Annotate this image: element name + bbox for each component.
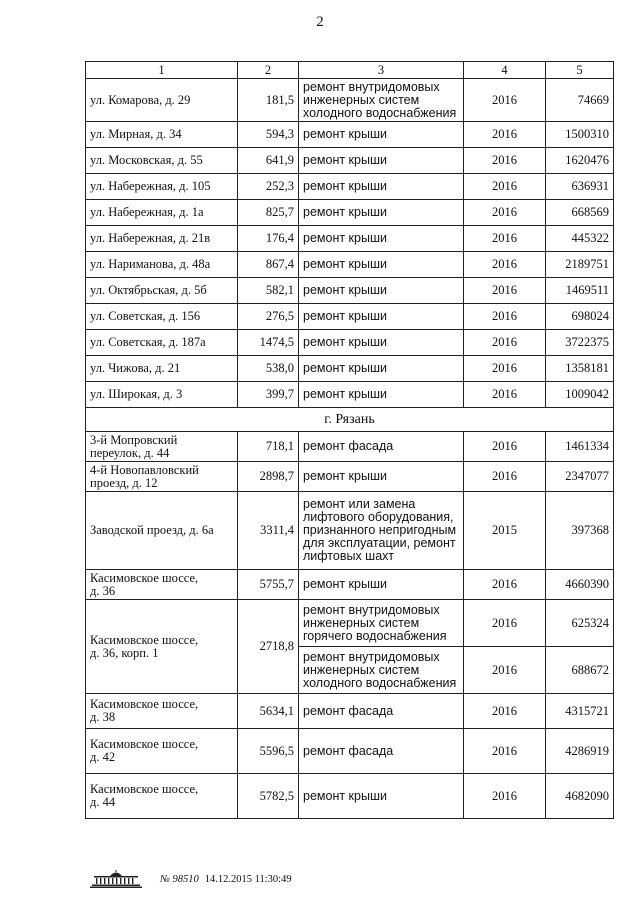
table-row — [86, 570, 614, 600]
cost-cell: 636931 — [546, 174, 614, 200]
address-cell: ул. Мирная, д. 34 — [86, 122, 238, 148]
area-cell: 5782,5 — [238, 774, 299, 819]
register-table — [85, 61, 614, 819]
table-row — [86, 304, 614, 330]
year-cell: 2016 — [464, 382, 546, 408]
area-cell: 825,7 — [238, 200, 299, 226]
cost-cell: 4660390 — [546, 570, 614, 600]
cost-cell: 3722375 — [546, 330, 614, 356]
area-cell: 718,1 — [238, 432, 299, 462]
cost-cell: 698024 — [546, 304, 614, 330]
year-cell: 2016 — [464, 647, 546, 694]
cost-cell: 625324 — [546, 600, 614, 647]
page-number: 2 — [316, 14, 324, 30]
cost-cell: 1500310 — [546, 122, 614, 148]
footer — [90, 868, 292, 890]
cost-cell: 688672 — [546, 647, 614, 694]
area-cell: 5596,5 — [238, 729, 299, 774]
address-cell: 3-й Мопровский переулок, д. 44 — [86, 432, 238, 462]
year-cell: 2016 — [464, 570, 546, 600]
work-type-cell: ремонт фасада — [299, 694, 464, 729]
year-cell: 2016 — [464, 330, 546, 356]
work-type-cell: ремонт крыши — [299, 226, 464, 252]
area-cell: 1474,5 — [238, 330, 299, 356]
address-cell: ул. Чижова, д. 21 — [86, 356, 238, 382]
work-type-cell: ремонт фасада — [299, 729, 464, 774]
work-type-cell: ремонт крыши — [299, 200, 464, 226]
table-row — [86, 330, 614, 356]
column-number-row — [86, 62, 614, 79]
year-cell: 2016 — [464, 729, 546, 774]
cost-cell: 2347077 — [546, 462, 614, 492]
address-cell: Заводской проезд, д. 6а — [86, 492, 238, 570]
cost-cell: 445322 — [546, 226, 614, 252]
area-cell: 399,7 — [238, 382, 299, 408]
year-cell: 2016 — [464, 432, 546, 462]
table-row — [86, 356, 614, 382]
address-cell: Касимовское шоссе, д. 36, корп. 1 — [86, 600, 238, 694]
area-cell: 867,4 — [238, 252, 299, 278]
table-row — [86, 774, 614, 819]
area-cell: 2718,8 — [238, 600, 299, 694]
table-row — [86, 79, 614, 122]
address-cell: ул. Советская, д. 187а — [86, 330, 238, 356]
table-row — [86, 252, 614, 278]
address-cell: ул. Широкая, д. 3 — [86, 382, 238, 408]
address-cell: Касимовское шоссе, д. 38 — [86, 694, 238, 729]
column-number-4: 4 — [464, 62, 546, 79]
work-type-cell: ремонт крыши — [299, 304, 464, 330]
address-cell: 4-й Новопавловский проезд, д. 12 — [86, 462, 238, 492]
area-cell: 2898,7 — [238, 462, 299, 492]
year-cell: 2016 — [464, 774, 546, 819]
address-cell: Касимовское шоссе, д. 44 — [86, 774, 238, 819]
work-type-cell: ремонт крыши — [299, 122, 464, 148]
area-cell: 176,4 — [238, 226, 299, 252]
year-cell: 2016 — [464, 200, 546, 226]
work-type-cell: ремонт внутридомовых инженерных систем холодного водоснабжения — [299, 79, 464, 122]
work-type-cell: ремонт крыши — [299, 774, 464, 819]
table-row — [86, 492, 614, 570]
cost-cell: 1009042 — [546, 382, 614, 408]
year-cell: 2016 — [464, 148, 546, 174]
section-heading-row — [86, 408, 614, 432]
cost-cell: 668569 — [546, 200, 614, 226]
work-type-cell: ремонт или замена лифтового оборудования, признанного непригодным для эксплуатации, ремонт лифтовых шахт — [299, 492, 464, 570]
table-row — [86, 122, 614, 148]
cost-cell: 74669 — [546, 79, 614, 122]
column-number-2: 2 — [238, 62, 299, 79]
work-type-cell: ремонт крыши — [299, 278, 464, 304]
address-cell: ул. Советская, д. 156 — [86, 304, 238, 330]
work-type-cell: ремонт крыши — [299, 356, 464, 382]
cost-cell: 397368 — [546, 492, 614, 570]
section-title: г. Рязань — [86, 408, 614, 432]
address-cell: ул. Набережная, д. 21в — [86, 226, 238, 252]
address-cell: ул. Октябрьская, д. 5б — [86, 278, 238, 304]
area-cell: 538,0 — [238, 356, 299, 382]
cost-cell: 4682090 — [546, 774, 614, 819]
area-cell: 594,3 — [238, 122, 299, 148]
year-cell: 2016 — [464, 252, 546, 278]
work-type-cell: ремонт крыши — [299, 148, 464, 174]
cost-cell: 1461334 — [546, 432, 614, 462]
cost-cell: 1469511 — [546, 278, 614, 304]
cost-cell: 2189751 — [546, 252, 614, 278]
area-cell: 181,5 — [238, 79, 299, 122]
year-cell: 2016 — [464, 278, 546, 304]
address-cell: ул. Комарова, д. 29 — [86, 79, 238, 122]
table-row — [86, 432, 614, 462]
year-cell: 2016 — [464, 694, 546, 729]
cost-cell: 1358181 — [546, 356, 614, 382]
cost-cell: 1620476 — [546, 148, 614, 174]
column-number-1: 1 — [86, 62, 238, 79]
year-cell: 2016 — [464, 356, 546, 382]
year-cell: 2015 — [464, 492, 546, 570]
document-number: № 98510 — [160, 873, 199, 885]
table-row — [86, 600, 614, 647]
area-cell: 5634,1 — [238, 694, 299, 729]
area-cell: 252,3 — [238, 174, 299, 200]
address-cell: ул. Набережная, д. 105 — [86, 174, 238, 200]
table-row — [86, 174, 614, 200]
year-cell: 2016 — [464, 79, 546, 122]
table-row — [86, 148, 614, 174]
area-cell: 3311,4 — [238, 492, 299, 570]
column-number-3: 3 — [299, 62, 464, 79]
table-row — [86, 226, 614, 252]
work-type-cell: ремонт фасада — [299, 432, 464, 462]
timestamp: 14.12.2015 11:30:49 — [204, 873, 292, 885]
year-cell: 2016 — [464, 226, 546, 252]
address-cell: Касимовское шоссе, д. 36 — [86, 570, 238, 600]
cost-cell: 4315721 — [546, 694, 614, 729]
work-type-cell: ремонт крыши — [299, 330, 464, 356]
table-row — [86, 729, 614, 774]
area-cell: 276,5 — [238, 304, 299, 330]
building-emblem-icon — [90, 870, 142, 888]
work-type-cell: ремонт крыши — [299, 252, 464, 278]
work-type-cell: ремонт внутридомовых инженерных систем горячего водоснабжения — [299, 600, 464, 647]
year-cell: 2016 — [464, 304, 546, 330]
column-number-5: 5 — [546, 62, 614, 79]
year-cell: 2016 — [464, 174, 546, 200]
work-type-cell: ремонт крыши — [299, 174, 464, 200]
table-row — [86, 382, 614, 408]
address-cell: Касимовское шоссе, д. 42 — [86, 729, 238, 774]
year-cell: 2016 — [464, 600, 546, 647]
work-type-cell: ремонт крыши — [299, 382, 464, 408]
table-row — [86, 462, 614, 492]
year-cell: 2016 — [464, 122, 546, 148]
area-cell: 5755,7 — [238, 570, 299, 600]
area-cell: 582,1 — [238, 278, 299, 304]
work-type-cell: ремонт крыши — [299, 570, 464, 600]
address-cell: ул. Нариманова, д. 48а — [86, 252, 238, 278]
work-type-cell: ремонт крыши — [299, 462, 464, 492]
work-type-cell: ремонт внутридомовых инженерных систем холодного водоснабжения — [299, 647, 464, 694]
area-cell: 641,9 — [238, 148, 299, 174]
address-cell: ул. Набережная, д. 1а — [86, 200, 238, 226]
address-cell: ул. Московская, д. 55 — [86, 148, 238, 174]
table-row — [86, 278, 614, 304]
table-row — [86, 694, 614, 729]
table-row — [86, 200, 614, 226]
cost-cell: 4286919 — [546, 729, 614, 774]
year-cell: 2016 — [464, 462, 546, 492]
